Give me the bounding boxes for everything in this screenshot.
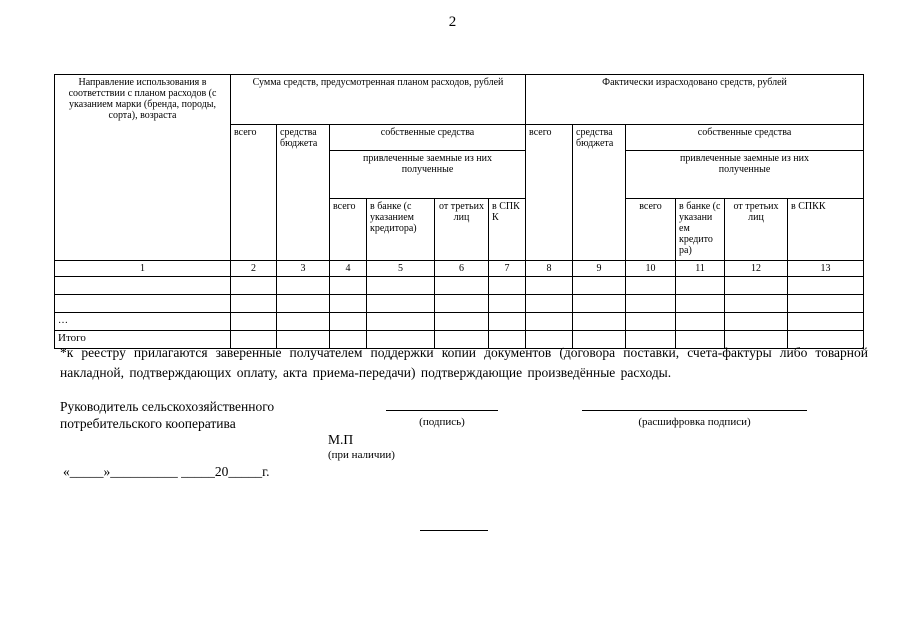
header-planned-bank: в банке (с указанием кредитора) bbox=[367, 199, 435, 261]
column-number: 13 bbox=[788, 261, 864, 277]
column-number: 4 bbox=[330, 261, 367, 277]
header-planned-own: собственные средства bbox=[330, 125, 526, 151]
header-planned-borrowed: привлеченные заемные из них полученные bbox=[330, 151, 526, 199]
footnote: *к реестру прилагаются заверенные получателем поддержки копии документов (договора поставки, счета-фактуры либо товарной накладной, подтверждающих оплату, акта приема-передачи) подтверждающие произведённые расходы. bbox=[60, 345, 868, 380]
header-actual-own: собственные средства bbox=[626, 125, 864, 151]
table-row bbox=[55, 295, 864, 313]
header-planned-total: всего bbox=[231, 125, 277, 261]
header-actual-borrowed: привлеченные заемные из них полученные bbox=[626, 151, 864, 199]
header-actual-total: всего bbox=[526, 125, 573, 261]
column-number: 1 bbox=[55, 261, 231, 277]
column-number: 11 bbox=[676, 261, 725, 277]
signature-decode-caption: (расшифровка подписи) bbox=[638, 416, 751, 428]
header-actual-third-parties: от третьих лиц bbox=[725, 199, 788, 261]
column-number-row bbox=[55, 261, 864, 277]
header-actual-spkk: в СПКК bbox=[788, 199, 864, 261]
column-number: 10 bbox=[626, 261, 676, 277]
header-actual-borrowed-total: всего bbox=[626, 199, 676, 261]
column-number: 7 bbox=[489, 261, 526, 277]
seal-note: (при наличии) bbox=[328, 449, 395, 461]
header-actual-spent: Фактически израсходовано средств, рублей bbox=[526, 75, 864, 125]
column-number: 5 bbox=[367, 261, 435, 277]
column-number: 6 bbox=[435, 261, 489, 277]
total-label: Итого bbox=[55, 331, 231, 349]
signature-line bbox=[386, 410, 498, 411]
head-title-line2: потребительского кооператива bbox=[60, 416, 236, 431]
header-planned-borrowed-total: всего bbox=[330, 199, 367, 261]
page-number: 2 bbox=[448, 14, 457, 30]
header-planned-spkk: в СПК К bbox=[489, 199, 526, 261]
column-number: 12 bbox=[725, 261, 788, 277]
header-direction: Направление использования в соответствии с планом расходов (с указанием марки (бренда, породы, сорта), возраста bbox=[55, 75, 231, 261]
column-number: 9 bbox=[573, 261, 626, 277]
ellipsis-row bbox=[55, 313, 864, 331]
header-planned-third-parties: от третьих лиц bbox=[435, 199, 489, 261]
date-line: «_____»__________ _____20_____г. bbox=[63, 464, 270, 479]
expense-register-table bbox=[54, 74, 864, 349]
signature-caption: (подпись) bbox=[419, 416, 465, 428]
column-number: 2 bbox=[231, 261, 277, 277]
header-actual-bank: в банке (с указани ем кредито ра) bbox=[676, 199, 725, 261]
header-planned-sum: Сумма средств, предусмотренная планом расходов, рублей bbox=[231, 75, 526, 125]
column-number: 3 bbox=[277, 261, 330, 277]
header-planned-budget: средства бюджета bbox=[277, 125, 330, 261]
seal-label: М.П bbox=[328, 432, 354, 447]
table-row bbox=[55, 277, 864, 295]
ellipsis-cell: … bbox=[55, 313, 231, 331]
closing-separator bbox=[420, 530, 488, 531]
column-number: 8 bbox=[526, 261, 573, 277]
head-title-line1: Руководитель сельскохозяйственного bbox=[60, 399, 275, 414]
header-actual-budget: средства бюджета bbox=[573, 125, 626, 261]
signature-decode-line bbox=[582, 410, 807, 411]
